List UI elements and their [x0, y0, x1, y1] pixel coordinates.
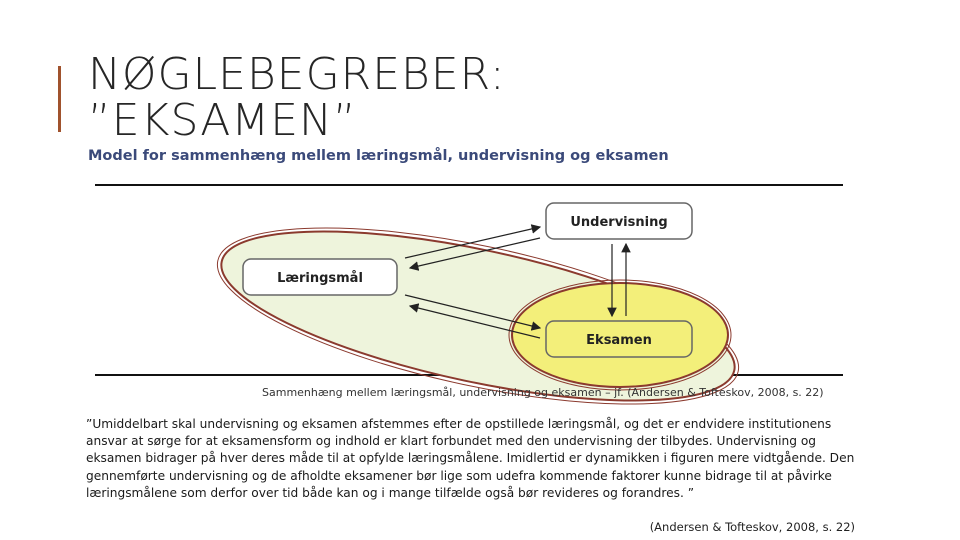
- laeringsmaal-label: Læringsmål: [277, 271, 363, 286]
- undervisning-label: Undervisning: [570, 215, 668, 230]
- eksamen-label: Eksamen: [586, 333, 652, 348]
- quote-text: ”Umiddelbart skal undervisning og eksamen afstemmes efter de opstillede læringsmål, og det er endvidere institutionens ansvar at sørge for at eksamensform og indhold er klart forbundet med den undervisning der tilbydes. Undervisning og eksamen bidrager på hver deres måde til at opfylde læringsmålene. Imidlertid er dynamikken i figuren mere vidtgående. Den gennemførte undervisning og de afholdte eksamener bør lige som udefra kommende faktorer kunne bidrage til at påvirke læringsmålene som derfor over tid både kan og i mange tilfælde også bør revideres og forandres. ”: [86, 417, 855, 500]
- quote-citation: (Andersen & Tofteskov, 2008, s. 22): [649, 520, 855, 534]
- slide-title-line1: NØGLEBEGREBER:: [88, 49, 506, 100]
- slide-title-line2: ”EKSAMEN”: [88, 95, 357, 142]
- figure-heading: Model for sammenhæng mellem læringsmål, undervisning og eksamen: [88, 148, 669, 164]
- figure-caption: Sammenhæng mellem læringsmål, undervisning og eksamen – jf. (Andersen & Tofteskov, 2008, s. 22): [262, 386, 824, 399]
